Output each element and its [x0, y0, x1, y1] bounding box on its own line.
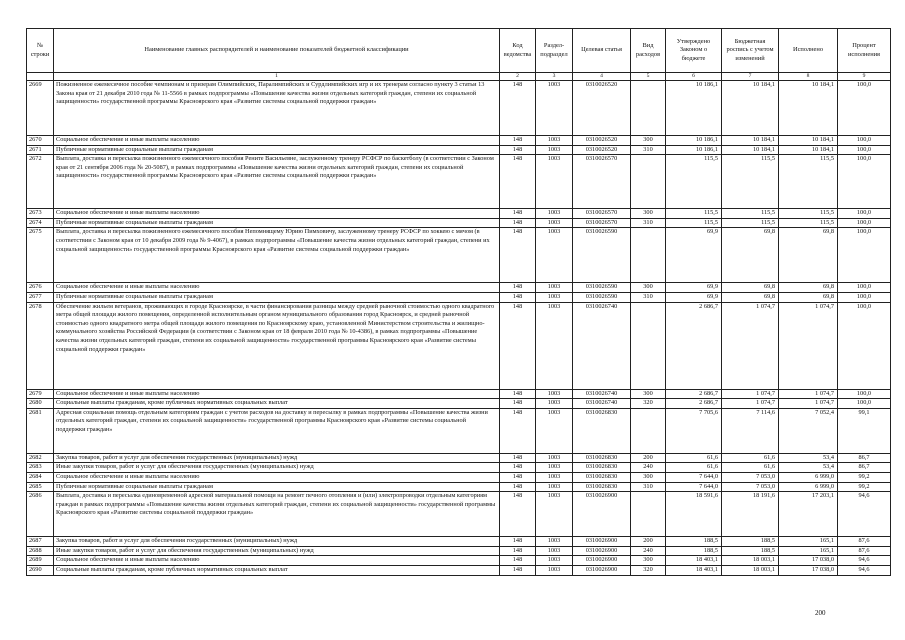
- row-dept-code: 148: [500, 292, 536, 302]
- row-approved: 2 686,7: [666, 399, 722, 409]
- column-number: 2: [500, 73, 536, 81]
- row-executed: 1 074,7: [779, 389, 838, 399]
- row-name: Публичные нормативные социальные выплаты гражданам: [54, 218, 500, 228]
- row-percent: 99,1: [838, 408, 891, 453]
- row-expense-kind: 320: [631, 399, 666, 409]
- row-executed: 53,4: [779, 453, 838, 463]
- row-dept-code: 148: [500, 302, 536, 389]
- row-name: Пожизненное ежемесячное пособие чемпионам и призерам Олимпийских, Паралимпийских и Сурдлимпийских игр и их тренерам согласно пункту 3 статьи 13 Закона края от 21 декабря 2010 года № 11-5566 в рамках подпрограммы «Повышение качества жизни отдельных категорий граждан, степени их социальной защищенности» государственной программы Красноярского края «Развитие системы социальной поддержки граждан»: [54, 81, 500, 136]
- row-article: 0310026830: [573, 472, 631, 482]
- row-name: Закупка товаров, работ и услуг для обеспечения государственных (муниципальных) нужд: [54, 537, 500, 547]
- row-number: 2670: [27, 136, 54, 146]
- row-article: 0310026740: [573, 399, 631, 409]
- row-article: 0310026740: [573, 302, 631, 389]
- column-number: 3: [536, 73, 573, 81]
- table-row: [27, 537, 891, 547]
- column-number: 1: [54, 73, 500, 81]
- row-article: 0310026830: [573, 482, 631, 492]
- row-number: 2686: [27, 492, 54, 537]
- row-section: 1003: [536, 453, 573, 463]
- row-section: 1003: [536, 472, 573, 482]
- row-section: 1003: [536, 482, 573, 492]
- row-dept-code: 148: [500, 209, 536, 219]
- row-article: 0310026570: [573, 209, 631, 219]
- row-approved: 10 186,1: [666, 136, 722, 146]
- row-schedule: 10 184,1: [722, 136, 779, 146]
- row-percent: 100,0: [838, 155, 891, 209]
- row-article: 0310026740: [573, 389, 631, 399]
- header-percent: Процент исполнения: [838, 29, 891, 73]
- row-dept-code: 148: [500, 155, 536, 209]
- row-dept-code: 148: [500, 463, 536, 473]
- row-expense-kind: 240: [631, 546, 666, 556]
- header-schedule: Бюджетная роспись с учетом изменений: [722, 29, 779, 73]
- row-dept-code: 148: [500, 565, 536, 575]
- row-percent: 100,0: [838, 81, 891, 136]
- row-approved: 69,9: [666, 228, 722, 283]
- row-schedule: 1 074,7: [722, 389, 779, 399]
- header-article: Целевая статья: [573, 29, 631, 73]
- row-percent: 100,0: [838, 218, 891, 228]
- row-executed: 115,5: [779, 218, 838, 228]
- row-expense-kind: 300: [631, 136, 666, 146]
- row-executed: 17 038,0: [779, 565, 838, 575]
- row-number: 2679: [27, 389, 54, 399]
- header-row-num: № строки: [27, 29, 54, 73]
- row-dept-code: 148: [500, 81, 536, 136]
- row-expense-kind: [631, 155, 666, 209]
- table-header-row: [27, 29, 891, 73]
- row-approved: 10 186,1: [666, 145, 722, 155]
- row-dept-code: 148: [500, 145, 536, 155]
- row-executed: 7 052,4: [779, 408, 838, 453]
- row-section: 1003: [536, 136, 573, 146]
- table-row: [27, 546, 891, 556]
- row-expense-kind: 300: [631, 472, 666, 482]
- row-schedule: 18 191,6: [722, 492, 779, 537]
- table-row: [27, 292, 891, 302]
- row-number: 2681: [27, 408, 54, 453]
- row-executed: 165,1: [779, 537, 838, 547]
- row-section: 1003: [536, 556, 573, 566]
- row-schedule: 10 184,1: [722, 145, 779, 155]
- row-approved: 115,5: [666, 218, 722, 228]
- row-schedule: 7 053,0: [722, 482, 779, 492]
- row-name: Социальное обеспечение и иные выплаты населению: [54, 389, 500, 399]
- table-row: [27, 399, 891, 409]
- row-approved: 18 403,1: [666, 565, 722, 575]
- row-approved: 18 403,1: [666, 556, 722, 566]
- row-approved: 69,9: [666, 292, 722, 302]
- row-executed: 115,5: [779, 155, 838, 209]
- row-section: 1003: [536, 292, 573, 302]
- row-approved: 7 644,0: [666, 472, 722, 482]
- table-row: [27, 492, 891, 537]
- table-row: [27, 389, 891, 399]
- row-article: 0310026830: [573, 453, 631, 463]
- row-number: 2676: [27, 283, 54, 293]
- row-dept-code: 148: [500, 492, 536, 537]
- row-section: 1003: [536, 155, 573, 209]
- budget-table-sheet: [26, 28, 890, 576]
- row-expense-kind: [631, 408, 666, 453]
- row-expense-kind: 200: [631, 453, 666, 463]
- row-percent: 94,6: [838, 492, 891, 537]
- row-name: Иные закупки товаров, работ и услуг для обеспечения государственных (муниципальных) нужд: [54, 546, 500, 556]
- table-row: [27, 155, 891, 209]
- header-name: Наименование главных распорядителей и наименование показателей бюджетной классификации: [54, 29, 500, 73]
- row-number: 2682: [27, 453, 54, 463]
- row-section: 1003: [536, 565, 573, 575]
- row-percent: 99,2: [838, 482, 891, 492]
- row-section: 1003: [536, 399, 573, 409]
- row-name: Социальные выплаты гражданам, кроме публичных нормативных социальных выплат: [54, 565, 500, 575]
- row-article: 0310026520: [573, 136, 631, 146]
- row-expense-kind: 310: [631, 145, 666, 155]
- row-number: 2689: [27, 556, 54, 566]
- row-name: Адресная социальная помощь отдельным категориям граждан с учетом расходов на доставку и пересылку в рамках подпрограммы «Повышение качества жизни отдельных категорий граждан, степени их социальной защищенности» государственной программы Красноярского края «Развитие системы социальной поддержки граждан»: [54, 408, 500, 453]
- row-article: 0310026900: [573, 492, 631, 537]
- row-approved: 188,5: [666, 546, 722, 556]
- row-executed: 165,1: [779, 546, 838, 556]
- row-expense-kind: 300: [631, 209, 666, 219]
- row-executed: 69,8: [779, 283, 838, 293]
- row-name: Социальные выплаты гражданам, кроме публичных нормативных социальных выплат: [54, 399, 500, 409]
- row-expense-kind: 310: [631, 482, 666, 492]
- row-dept-code: 148: [500, 283, 536, 293]
- table-row: [27, 463, 891, 473]
- header-approved: Утверждено Законом о бюджете: [666, 29, 722, 73]
- row-percent: 100,0: [838, 292, 891, 302]
- row-dept-code: 148: [500, 389, 536, 399]
- row-article: 0310026590: [573, 228, 631, 283]
- row-schedule: 69,8: [722, 292, 779, 302]
- table-row: [27, 565, 891, 575]
- row-percent: 100,0: [838, 389, 891, 399]
- row-number: 2685: [27, 482, 54, 492]
- row-name: Обеспечение жильем ветеранов, проживающих в городе Красноярске, в части финансирования разницы между средней рыночной стоимостью одного квадратного метра общей площади жилого помещения, определенной исполнительным органом муниципального образования город Красноярск, и средней рыночной стоимостью одного квадратного метра общей площади жилого помещения по Красноярскому краю, установленной Министерством строительства и жилищно-коммунального хозяйства Российской Федерации (в соответствии с Законом края от 18 февраля 2010 года № 10-4386), в рамках подпрограммы «Повышение качества жизни отдельных категорий граждан, степени их социальной защищенности» государственной программы Красноярского края «Развитие системы социальной поддержки граждан»: [54, 302, 500, 389]
- row-name: Публичные нормативные социальные выплаты гражданам: [54, 145, 500, 155]
- row-expense-kind: 310: [631, 218, 666, 228]
- row-executed: 115,5: [779, 209, 838, 219]
- row-expense-kind: 300: [631, 556, 666, 566]
- row-number: 2672: [27, 155, 54, 209]
- row-schedule: 115,5: [722, 209, 779, 219]
- table-row: [27, 482, 891, 492]
- row-schedule: 18 003,1: [722, 565, 779, 575]
- row-schedule: 7 053,0: [722, 472, 779, 482]
- row-name: Публичные нормативные социальные выплаты гражданам: [54, 292, 500, 302]
- row-number: 2688: [27, 546, 54, 556]
- row-percent: 94,6: [838, 565, 891, 575]
- row-dept-code: 148: [500, 228, 536, 283]
- row-dept-code: 148: [500, 399, 536, 409]
- table-row: [27, 81, 891, 136]
- column-number: 7: [722, 73, 779, 81]
- column-number: 6: [666, 73, 722, 81]
- row-schedule: 10 184,1: [722, 81, 779, 136]
- table-row: [27, 145, 891, 155]
- row-schedule: 115,5: [722, 218, 779, 228]
- row-number: 2684: [27, 472, 54, 482]
- row-article: 0310026570: [573, 155, 631, 209]
- row-approved: 18 591,6: [666, 492, 722, 537]
- row-article: 0310026900: [573, 537, 631, 547]
- row-article: 0310026830: [573, 408, 631, 453]
- row-percent: 87,6: [838, 546, 891, 556]
- row-approved: 2 686,7: [666, 389, 722, 399]
- row-executed: 10 184,1: [779, 81, 838, 136]
- table-row: [27, 556, 891, 566]
- row-executed: 17 038,0: [779, 556, 838, 566]
- row-number: 2677: [27, 292, 54, 302]
- row-section: 1003: [536, 283, 573, 293]
- column-number: 8: [779, 73, 838, 81]
- table-row: [27, 453, 891, 463]
- row-dept-code: 148: [500, 472, 536, 482]
- row-dept-code: 148: [500, 546, 536, 556]
- row-number: 2687: [27, 537, 54, 547]
- row-approved: 10 186,1: [666, 81, 722, 136]
- row-executed: 1 074,7: [779, 399, 838, 409]
- table-row: [27, 218, 891, 228]
- row-dept-code: 148: [500, 218, 536, 228]
- row-dept-code: 148: [500, 408, 536, 453]
- table-row: [27, 136, 891, 146]
- row-name: Выплата, доставка и пересылка пожизненного ежемесячного пособия Рените Васильевне, заслуженному тренеру РСФСР по баскетболу (в соответствии с Законом края от 21 сентября 2006 года № 20-5087), в рамках подпрограммы «Повышение качества жизни отдельных категорий граждан, степени их социальной защищенности» государственной программы Красноярского края «Развитие системы социальной поддержки граждан»: [54, 155, 500, 209]
- row-approved: 61,6: [666, 453, 722, 463]
- row-percent: 99,2: [838, 472, 891, 482]
- row-expense-kind: [631, 81, 666, 136]
- row-dept-code: 148: [500, 453, 536, 463]
- row-percent: 87,6: [838, 537, 891, 547]
- row-section: 1003: [536, 537, 573, 547]
- row-article: 0310026900: [573, 546, 631, 556]
- row-section: 1003: [536, 228, 573, 283]
- row-approved: 2 686,7: [666, 302, 722, 389]
- row-section: 1003: [536, 492, 573, 537]
- row-section: 1003: [536, 389, 573, 399]
- row-executed: 1 074,7: [779, 302, 838, 389]
- row-section: 1003: [536, 546, 573, 556]
- row-dept-code: 148: [500, 556, 536, 566]
- row-article: 0310026590: [573, 292, 631, 302]
- row-expense-kind: 310: [631, 292, 666, 302]
- row-schedule: 61,6: [722, 463, 779, 473]
- row-percent: 100,0: [838, 228, 891, 283]
- row-executed: 53,4: [779, 463, 838, 473]
- header-executed: Исполнено: [779, 29, 838, 73]
- row-article: 0310026520: [573, 81, 631, 136]
- row-schedule: 18 003,1: [722, 556, 779, 566]
- table-body: [27, 81, 891, 576]
- row-percent: 100,0: [838, 145, 891, 155]
- row-executed: 10 184,1: [779, 145, 838, 155]
- row-number: 2680: [27, 399, 54, 409]
- column-number: 5: [631, 73, 666, 81]
- row-name: Выплата, доставка и пересылка пожизненного ежемесячного пособия Непомнящему Юрию Пимховичу, заслуженному тренеру РСФСР по хоккею с мячом (в соответствии с Законом края от 10 декабря 2009 года № 9-4067), в рамках подпрограммы «Повышение качества жизни отдельных категорий граждан, степени их социальной защищенности» государственной программы Красноярского края «Развитие системы социальной поддержки граждан»: [54, 228, 500, 283]
- budget-table: [26, 28, 891, 576]
- row-expense-kind: [631, 492, 666, 537]
- table-row: [27, 302, 891, 389]
- row-schedule: 61,6: [722, 453, 779, 463]
- row-number: 2671: [27, 145, 54, 155]
- row-approved: 69,9: [666, 283, 722, 293]
- row-dept-code: 148: [500, 482, 536, 492]
- row-section: 1003: [536, 81, 573, 136]
- row-expense-kind: 320: [631, 565, 666, 575]
- row-executed: 69,8: [779, 292, 838, 302]
- row-number: 2673: [27, 209, 54, 219]
- row-name: Выплата, доставка и пересылка единовременной адресной материальной помощи на ремонт печного отопления и (или) электропроводки отдельным категориям граждан в рамках подпрограммы «Повышение качества жизни отдельных категорий граждан, степени их социальной защищенности» государственной программы Красноярского края «Развитие системы социальной поддержки граждан»: [54, 492, 500, 537]
- row-number: 2674: [27, 218, 54, 228]
- row-number: 2683: [27, 463, 54, 473]
- row-schedule: 188,5: [722, 546, 779, 556]
- row-schedule: 69,8: [722, 228, 779, 283]
- row-percent: 86,7: [838, 453, 891, 463]
- row-schedule: 7 114,6: [722, 408, 779, 453]
- row-schedule: 188,5: [722, 537, 779, 547]
- row-dept-code: 148: [500, 136, 536, 146]
- row-name: Социальное обеспечение и иные выплаты населению: [54, 556, 500, 566]
- row-executed: 6 999,0: [779, 482, 838, 492]
- header-kind: Вид расходов: [631, 29, 666, 73]
- row-expense-kind: [631, 228, 666, 283]
- row-percent: 100,0: [838, 136, 891, 146]
- row-expense-kind: 240: [631, 463, 666, 473]
- row-dept-code: 148: [500, 537, 536, 547]
- row-name: Социальное обеспечение и иные выплаты населению: [54, 136, 500, 146]
- table-row: [27, 228, 891, 283]
- column-number: [27, 73, 54, 81]
- row-percent: 100,0: [838, 209, 891, 219]
- row-article: 0310026520: [573, 145, 631, 155]
- row-approved: 115,5: [666, 155, 722, 209]
- row-expense-kind: 300: [631, 283, 666, 293]
- row-name: Закупка товаров, работ и услуг для обеспечения государственных (муниципальных) нужд: [54, 453, 500, 463]
- row-name: Иные закупки товаров, работ и услуг для обеспечения государственных (муниципальных) нужд: [54, 463, 500, 473]
- table-row: [27, 283, 891, 293]
- row-article: 0310026570: [573, 218, 631, 228]
- row-section: 1003: [536, 218, 573, 228]
- row-section: 1003: [536, 145, 573, 155]
- row-article: 0310026830: [573, 463, 631, 473]
- header-dept: Код ведомства: [500, 29, 536, 73]
- row-section: 1003: [536, 463, 573, 473]
- row-executed: 69,8: [779, 228, 838, 283]
- row-percent: 100,0: [838, 283, 891, 293]
- row-schedule: 1 074,7: [722, 399, 779, 409]
- row-expense-kind: 300: [631, 389, 666, 399]
- row-executed: 6 999,0: [779, 472, 838, 482]
- header-section: Раздел-подраздел: [536, 29, 573, 73]
- row-section: 1003: [536, 302, 573, 389]
- row-approved: 7 644,0: [666, 482, 722, 492]
- row-approved: 188,5: [666, 537, 722, 547]
- row-article: 0310026590: [573, 283, 631, 293]
- row-number: 2690: [27, 565, 54, 575]
- row-number: 2675: [27, 228, 54, 283]
- row-schedule: 115,5: [722, 155, 779, 209]
- table-row: [27, 209, 891, 219]
- table-row: [27, 472, 891, 482]
- table-row: [27, 408, 891, 453]
- row-schedule: 69,8: [722, 283, 779, 293]
- row-percent: 100,0: [838, 302, 891, 389]
- row-percent: 86,7: [838, 463, 891, 473]
- row-approved: 7 705,6: [666, 408, 722, 453]
- row-section: 1003: [536, 209, 573, 219]
- column-number-row: [27, 73, 891, 81]
- row-executed: 10 184,1: [779, 136, 838, 146]
- row-name: Публичные нормативные социальные выплаты гражданам: [54, 482, 500, 492]
- row-article: 0310026900: [573, 565, 631, 575]
- row-approved: 115,5: [666, 209, 722, 219]
- row-number: 2678: [27, 302, 54, 389]
- row-number: 2669: [27, 81, 54, 136]
- page-number: 200: [815, 609, 826, 617]
- row-expense-kind: 200: [631, 537, 666, 547]
- row-name: Социальное обеспечение и иные выплаты населению: [54, 209, 500, 219]
- row-section: 1003: [536, 408, 573, 453]
- row-percent: 100,0: [838, 399, 891, 409]
- row-name: Социальное обеспечение и иные выплаты населению: [54, 283, 500, 293]
- column-number: 4: [573, 73, 631, 81]
- row-approved: 61,6: [666, 463, 722, 473]
- row-expense-kind: [631, 302, 666, 389]
- row-percent: 94,6: [838, 556, 891, 566]
- row-schedule: 1 074,7: [722, 302, 779, 389]
- row-article: 0310026900: [573, 556, 631, 566]
- column-number: 9: [838, 73, 891, 81]
- row-executed: 17 203,1: [779, 492, 838, 537]
- row-name: Социальное обеспечение и иные выплаты населению: [54, 472, 500, 482]
